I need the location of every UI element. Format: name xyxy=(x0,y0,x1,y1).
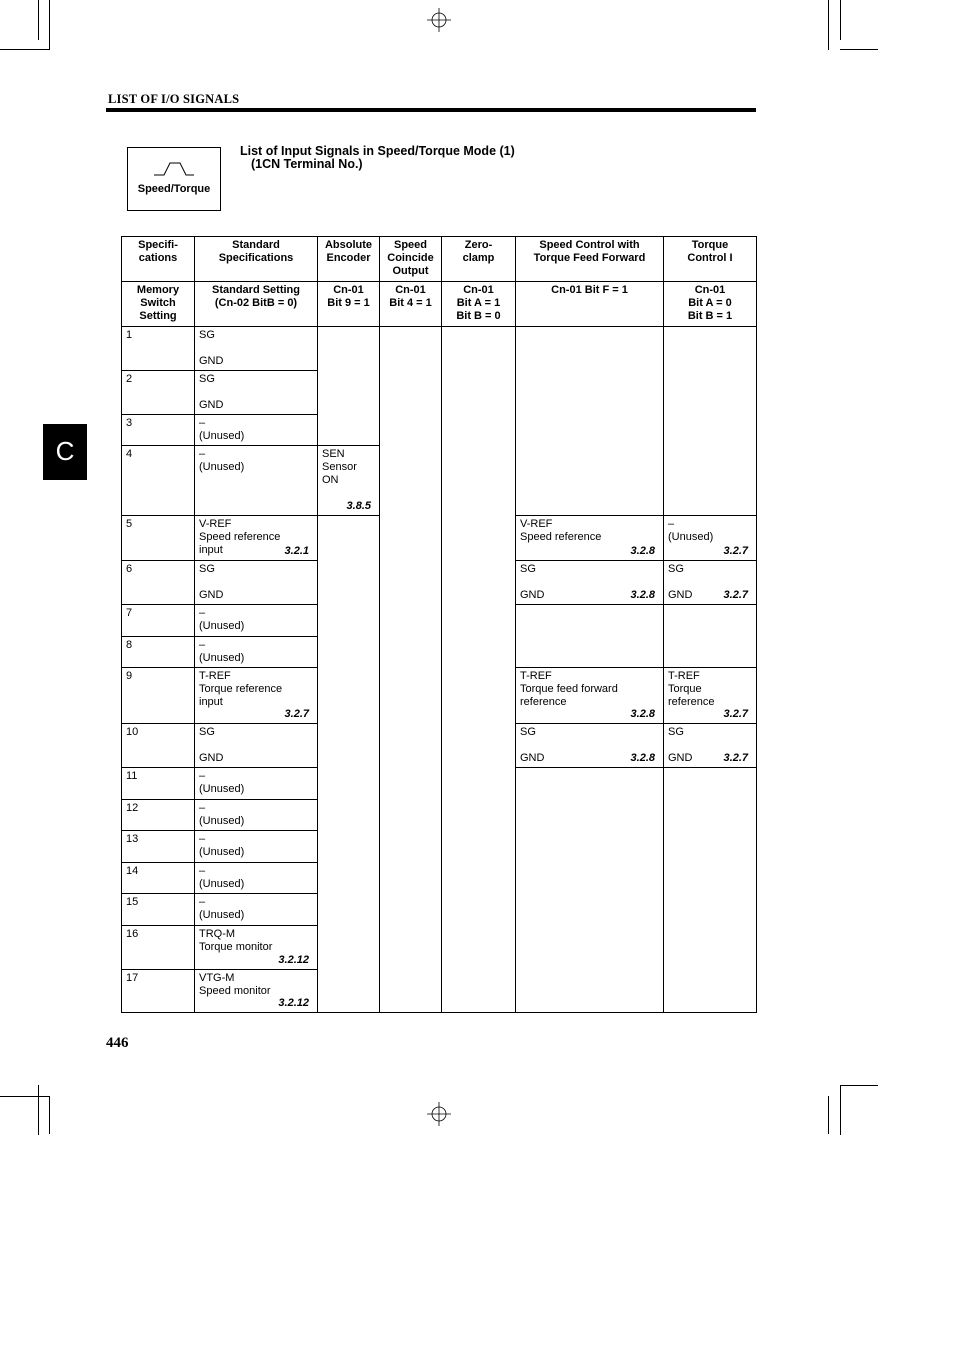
table-row-pin-text: 14 xyxy=(126,865,139,877)
mode-label: Speed/Torque xyxy=(137,183,211,195)
table-row-standard-signal-text: – (Unused) xyxy=(199,865,245,890)
table-row-standard-signal xyxy=(194,414,318,446)
torque-unused-cell xyxy=(663,515,757,561)
table-row-standard-signal-text: – (Unused) xyxy=(199,802,245,827)
speed-tff-tref-cell-text: T-REF Torque feed forward reference xyxy=(520,670,618,708)
speed-tff-tref-cell xyxy=(515,667,664,724)
crop-mark xyxy=(0,49,50,50)
table-row-pin-text: 12 xyxy=(126,802,139,814)
table-row-pin-text: 9 xyxy=(126,670,133,682)
column-header-torque-ctrl xyxy=(663,236,757,282)
table-row-standard-signal-text: – (Unused) xyxy=(199,833,245,858)
table-row-standard-signal-text: – (Unused) xyxy=(199,607,245,632)
trapezoid-profile-icon xyxy=(154,161,194,177)
table-row-standard-signal-text: SG GND xyxy=(199,563,224,601)
table-row-pin xyxy=(121,636,195,668)
column-header-speed-coincide-text: Speed Coincide Output xyxy=(387,239,434,277)
table-row-pin xyxy=(121,414,195,446)
torque-unused-cell-text: – (Unused) xyxy=(668,518,714,543)
table-row-pin xyxy=(121,515,195,561)
memory-switch-abs-encoder xyxy=(317,281,380,327)
table-row-pin-text: 6 xyxy=(126,563,133,575)
memory-switch-spec-text: Memory Switch Setting xyxy=(136,284,180,322)
page-number: 446 xyxy=(106,1035,129,1051)
crop-mark xyxy=(828,0,829,50)
table-row-standard-signal-text: SG GND xyxy=(199,329,224,367)
section-reference: 3.2.1 xyxy=(284,545,309,557)
table-row-pin xyxy=(121,560,195,605)
mode-box xyxy=(127,147,221,211)
column-header-abs-encoder xyxy=(317,236,380,282)
speed-tff-sg-cell-text: SG GND xyxy=(520,563,545,601)
table-row-pin-text: 16 xyxy=(126,928,139,940)
table-row-pin xyxy=(121,830,195,863)
zero-clamp-empty xyxy=(441,326,516,1013)
section-reference: 3.2.8 xyxy=(630,708,655,720)
column-header-standard xyxy=(194,236,318,282)
crop-mark xyxy=(840,1085,878,1086)
speed-tff-sg-cell-text: SG GND xyxy=(520,726,545,764)
table-row-pin xyxy=(121,799,195,831)
abs-encoder-sen-cell xyxy=(317,445,380,516)
speed-tff-vref-cell-text: V-REF Speed reference xyxy=(520,518,602,543)
table-row-standard-signal-text: – (Unused) xyxy=(199,417,245,442)
column-header-speed-tff-text: Speed Control with Torque Feed Forward xyxy=(533,239,646,264)
table-row-standard-signal xyxy=(194,667,318,724)
section-reference: 3.2.8 xyxy=(630,589,655,601)
crop-mark xyxy=(840,1085,841,1135)
table-row-pin-text: 2 xyxy=(126,373,133,385)
section-reference: 3.2.7 xyxy=(723,545,748,557)
speed-tff-empty xyxy=(515,604,664,668)
table-row-pin-text: 7 xyxy=(126,607,133,619)
speed-tff-sg-cell xyxy=(515,723,664,768)
table-row-pin-text: 5 xyxy=(126,518,133,530)
table-row-pin xyxy=(121,767,195,800)
table-row-standard-signal-text: TRQ-M Torque monitor xyxy=(199,928,273,953)
table-row-pin xyxy=(121,723,195,768)
table-row-pin-text: 3 xyxy=(126,417,133,429)
abs-encoder-empty xyxy=(317,515,380,1013)
table-row-pin xyxy=(121,969,195,1013)
column-header-standard-text: Standard Specifications xyxy=(218,239,294,264)
table-row-standard-signal-text: – (Unused) xyxy=(199,639,245,664)
table-row-pin xyxy=(121,667,195,724)
table-row-pin xyxy=(121,893,195,926)
table-row-standard-signal-text: – (Unused) xyxy=(199,896,245,921)
abs-encoder-empty xyxy=(317,326,380,446)
page-title xyxy=(240,145,515,171)
table-row-pin-text: 4 xyxy=(126,448,133,460)
table-row-standard-signal xyxy=(194,830,318,863)
registration-mark-icon xyxy=(427,8,451,32)
table-row-pin-text: 17 xyxy=(126,972,139,984)
torque-sg-cell-text: SG GND xyxy=(668,563,693,601)
column-header-zero-clamp-text: Zero- clamp xyxy=(462,239,495,264)
table-row-pin-text: 1 xyxy=(126,329,133,341)
table-row-standard-signal xyxy=(194,445,318,516)
column-header-spec xyxy=(121,236,195,282)
table-row-standard-signal-text: VTG-M Speed monitor xyxy=(199,972,271,997)
table-row-pin-text: 8 xyxy=(126,639,133,651)
table-row-pin xyxy=(121,326,195,371)
table-row-standard-signal xyxy=(194,326,318,371)
section-reference: 3.2.12 xyxy=(278,954,309,966)
registration-mark-icon xyxy=(427,1102,451,1126)
crop-mark xyxy=(840,49,878,50)
torque-empty xyxy=(663,326,757,516)
section-reference: 3.8.5 xyxy=(346,500,371,512)
memory-switch-standard-text: Standard Setting (Cn-02 BitB = 0) xyxy=(211,284,300,309)
speed-tff-sg-cell xyxy=(515,560,664,605)
torque-tref-cell-text: T-REF Torque reference xyxy=(668,670,715,708)
memory-switch-standard xyxy=(194,281,318,327)
column-header-zero-clamp xyxy=(441,236,516,282)
speed-tff-vref-cell xyxy=(515,515,664,561)
table-row-standard-signal-text: SG GND xyxy=(199,373,224,411)
table-row-pin xyxy=(121,604,195,637)
table-row-standard-signal xyxy=(194,925,318,970)
header-rule xyxy=(106,108,756,112)
table-row-standard-signal xyxy=(194,560,318,605)
table-row-pin xyxy=(121,925,195,970)
speed-tff-empty xyxy=(515,326,664,516)
section-reference: 3.2.12 xyxy=(278,997,309,1009)
table-row-pin-text: 11 xyxy=(126,770,138,782)
section-header: LIST OF I/O SIGNALS xyxy=(108,92,240,106)
section-reference: 3.2.8 xyxy=(630,545,655,557)
abs-encoder-sen-cell-text: SEN Sensor ON xyxy=(322,448,357,486)
memory-switch-speed-tff xyxy=(515,281,664,327)
memory-switch-abs-encoder-text: Cn-01 Bit 9 = 1 xyxy=(327,284,370,309)
memory-switch-torque-ctrl xyxy=(663,281,757,327)
section-tab: C xyxy=(43,424,87,480)
memory-switch-speed-coincide xyxy=(379,281,442,327)
column-header-abs-encoder-text: Absolute Encoder xyxy=(324,239,373,264)
table-row-pin-text: 10 xyxy=(126,726,139,738)
section-reference: 3.2.7 xyxy=(723,708,748,720)
crop-mark xyxy=(840,0,841,40)
torque-empty xyxy=(663,767,757,1013)
torque-sg-cell xyxy=(663,723,757,768)
table-row-standard-signal xyxy=(194,604,318,637)
crop-mark xyxy=(49,0,50,50)
section-reference: 3.2.8 xyxy=(630,752,655,764)
column-header-spec-text: Specifi- cations xyxy=(138,239,178,264)
column-header-torque-ctrl-text: Torque Control I xyxy=(687,239,733,264)
torque-empty xyxy=(663,604,757,668)
table-row-standard-signal xyxy=(194,767,318,800)
table-row-standard-signal-text: – (Unused) xyxy=(199,770,245,795)
table-row-standard-signal-text: V-REF Speed reference input xyxy=(199,518,281,556)
table-row-standard-signal xyxy=(194,799,318,831)
crop-mark xyxy=(38,1085,39,1135)
crop-mark xyxy=(49,1096,50,1134)
table-row-standard-signal xyxy=(194,893,318,926)
table-row-standard-signal xyxy=(194,969,318,1013)
crop-mark xyxy=(0,1096,50,1097)
memory-switch-torque-ctrl-text: Cn-01 Bit A = 0 Bit B = 1 xyxy=(687,284,733,322)
title-line-1: List of Input Signals in Speed/Torque Mode (1) xyxy=(240,144,515,158)
table-row-pin xyxy=(121,862,195,894)
table-row-standard-signal xyxy=(194,370,318,415)
table-row-standard-signal-text: T-REF Torque reference input xyxy=(199,670,283,708)
table-row-standard-signal-text: – (Unused) xyxy=(199,448,245,473)
memory-switch-zero-clamp xyxy=(441,281,516,327)
memory-switch-speed-coincide-text: Cn-01 Bit 4 = 1 xyxy=(389,284,432,309)
table-row-pin xyxy=(121,370,195,415)
speed-coincide-empty xyxy=(379,326,442,1013)
column-header-speed-coincide xyxy=(379,236,442,282)
crop-mark xyxy=(38,0,39,40)
title-line-2: (1CN Terminal No.) xyxy=(251,157,363,171)
memory-switch-zero-clamp-text: Cn-01 Bit A = 1 Bit B = 0 xyxy=(456,284,501,322)
memory-switch-spec xyxy=(121,281,195,327)
table-row-pin-text: 15 xyxy=(126,896,139,908)
torque-sg-cell-text: SG GND xyxy=(668,726,693,764)
table-row-standard-signal xyxy=(194,862,318,894)
table-row-standard-signal xyxy=(194,723,318,768)
speed-tff-empty xyxy=(515,767,664,1013)
torque-tref-cell xyxy=(663,667,757,724)
section-reference: 3.2.7 xyxy=(284,708,309,720)
section-reference: 3.2.7 xyxy=(723,589,748,601)
torque-sg-cell xyxy=(663,560,757,605)
table-row-pin-text: 13 xyxy=(126,833,139,845)
crop-mark xyxy=(828,1096,829,1134)
column-header-speed-tff xyxy=(515,236,664,282)
table-row-pin xyxy=(121,445,195,516)
section-reference: 3.2.7 xyxy=(723,752,748,764)
table-row-standard-signal xyxy=(194,515,318,561)
memory-switch-speed-tff-text: Cn-01 Bit F = 1 xyxy=(551,284,628,296)
table-row-standard-signal-text: SG GND xyxy=(199,726,224,764)
table-row-standard-signal xyxy=(194,636,318,668)
